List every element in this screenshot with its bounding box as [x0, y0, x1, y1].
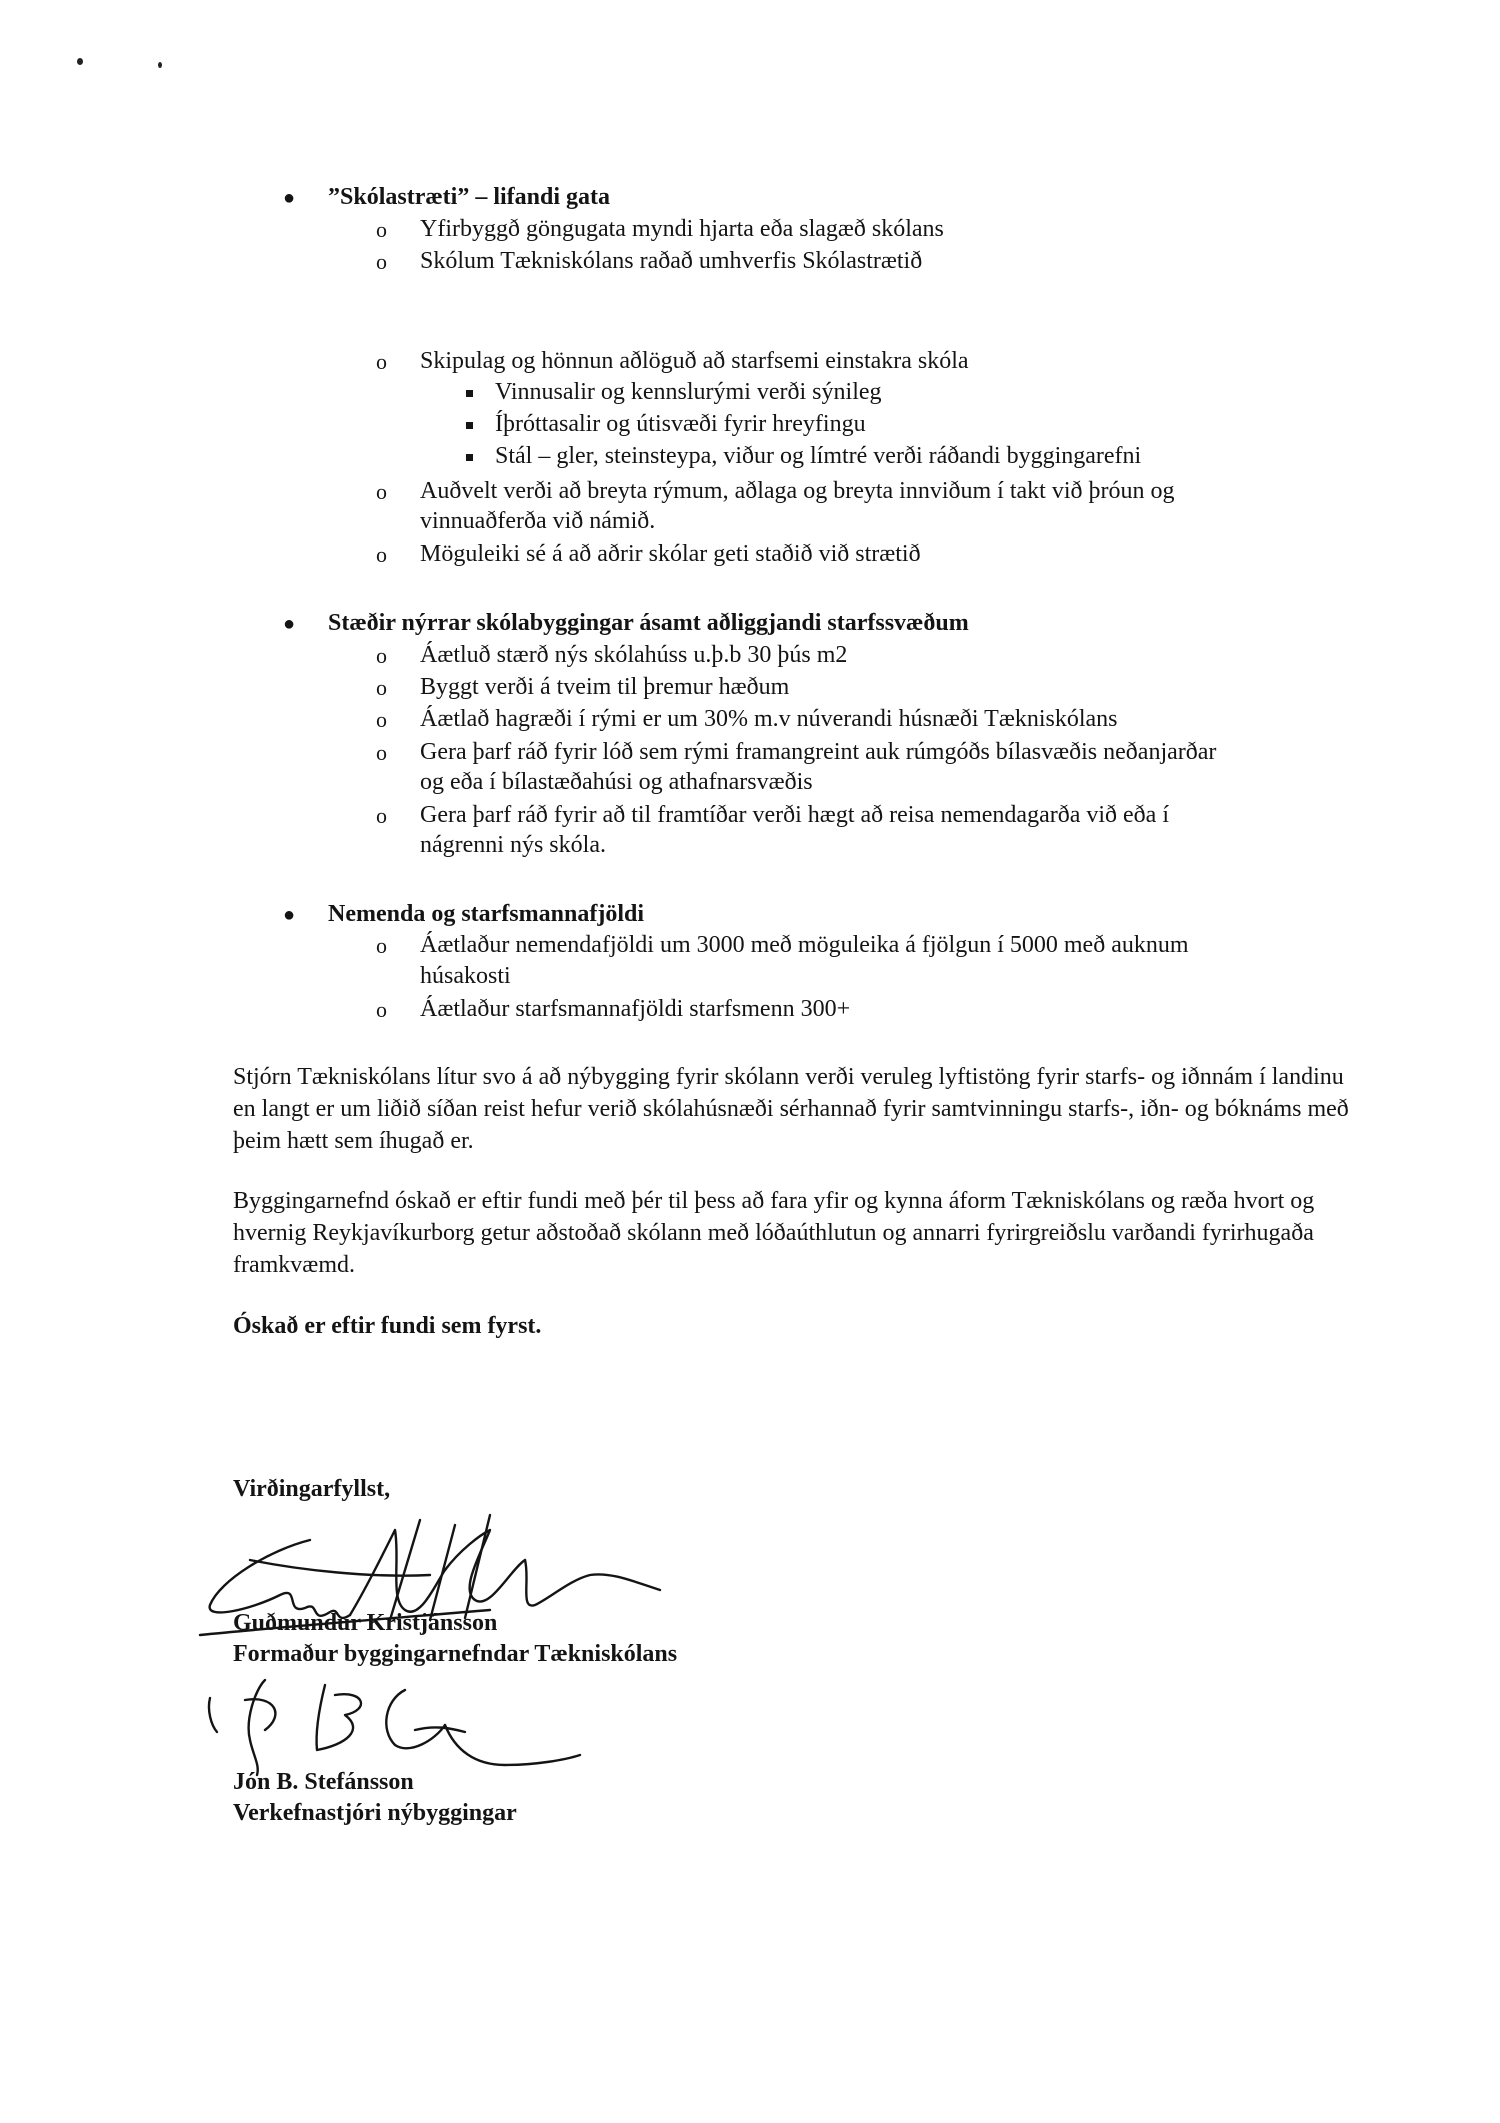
- list-item: Skipulag og hönnun aðlöguð að starfsemi einstakra skóla: [420, 348, 969, 374]
- salutation: Virðingarfyllst,: [233, 1476, 391, 1502]
- list-item: Gera þarf ráð fyrir lóð sem rými framangreint auk rúmgóðs bílasvæðis neðanjarðar: [420, 739, 1217, 765]
- list-item: Möguleiki sé á að aðrir skólar geti staðið við strætið: [420, 541, 921, 567]
- list-item: Yfirbyggð göngugata myndi hjarta eða slagæð skólans: [420, 216, 944, 242]
- list-item-continuation: og eða í bílastæðahúsi og athafnarsvæðis: [420, 769, 813, 795]
- body-paragraph: Byggingarnefnd óskað er eftir fundi með þér til þess að fara yfir og kynna áform Tækniskólans og ræða hvort og hvernig Reykjavíkurborg getur aðstoðað skólann með lóðaúthlutun og annarri fyrirgreiðslu varðandi fyrirhugaða framkvæmd.: [233, 1188, 1315, 1278]
- circle-bullet-icon: o: [376, 933, 387, 958]
- circle-bullet-icon: o: [376, 675, 387, 700]
- circle-bullet-icon: o: [376, 542, 387, 567]
- circle-bullet-icon: o: [376, 707, 387, 732]
- square-bullet-icon: [466, 390, 473, 397]
- list-item-continuation: húsakosti: [420, 963, 511, 989]
- list-item: Áætluð stærð nýs skólahúss u.þ.b 30 þús m2: [420, 642, 848, 668]
- signatory-title: Verkefnastjóri nýbyggingar: [233, 1800, 517, 1826]
- circle-bullet-icon: o: [376, 349, 387, 374]
- scan-speck: [158, 62, 162, 68]
- signatory-name: Jón B. Stefánsson: [233, 1769, 414, 1795]
- circle-bullet-icon: o: [376, 740, 387, 765]
- scan-speck: [77, 58, 83, 65]
- list-item: Áætlað hagræði í rými er um 30% m.v núverandi húsnæði Tækniskólans: [420, 706, 1118, 732]
- circle-bullet-icon: o: [376, 217, 387, 242]
- signatory-name: Guðmundur Kristjánsson: [233, 1610, 498, 1636]
- section-heading: ”Skólastræti” – lifandi gata: [328, 184, 611, 210]
- circle-bullet-icon: o: [376, 249, 387, 274]
- circle-bullet-icon: o: [376, 479, 387, 504]
- list-item: Áætlaður starfsmannafjöldi starfsmenn 300+: [420, 996, 851, 1022]
- bullet-icon: ●: [283, 904, 296, 926]
- square-bullet-icon: [466, 422, 473, 429]
- sub-list-item: Stál – gler, steinsteypa, viður og límtré verði ráðandi byggingarefni: [495, 443, 1142, 469]
- bullet-icon: ●: [283, 613, 296, 635]
- circle-bullet-icon: o: [376, 643, 387, 668]
- list-item: Auðvelt verði að breyta rýmum, aðlaga og breyta innviðum í takt við þróun og: [420, 478, 1175, 504]
- square-bullet-icon: [466, 454, 473, 461]
- signature-2: [205, 1670, 585, 1780]
- closing-request: Óskað er eftir fundi sem fyrst.: [233, 1313, 542, 1339]
- list-item: Byggt verði á tveim til þremur hæðum: [420, 674, 790, 700]
- circle-bullet-icon: o: [376, 997, 387, 1022]
- section-heading: Nemenda og starfsmannafjöldi: [328, 901, 644, 927]
- body-paragraph: Stjórn Tækniskólans lítur svo á að nýbygging fyrir skólann verði veruleg lyftistöng fyrir starfs- og iðnnám í landinu en langt er um liðið síðan reist hefur verið skólahúsnæði sérhannað fyrir samtvinningu starfs-, iðn- og bóknáms með þeim hætt sem íhugað er.: [233, 1064, 1349, 1154]
- section-heading: Stæðir nýrrar skólabyggingar ásamt aðliggjandi starfssvæðum: [328, 610, 969, 636]
- sub-list-item: Íþróttasalir og útisvæði fyrir hreyfingu: [495, 411, 866, 437]
- sub-list-item: Vinnusalir og kennslurými verði sýnileg: [495, 379, 882, 405]
- list-item: Áætlaður nemendafjöldi um 3000 með möguleika á fjölgun í 5000 með auknum: [420, 932, 1189, 958]
- circle-bullet-icon: o: [376, 803, 387, 828]
- list-item-continuation: vinnuaðferða við námið.: [420, 508, 656, 534]
- list-item: Gera þarf ráð fyrir að til framtíðar verði hægt að reisa nemendagarða við eða í: [420, 802, 1170, 828]
- signatory-title: Formaður byggingarnefndar Tækniskólans: [233, 1641, 678, 1667]
- bullet-icon: ●: [283, 187, 296, 209]
- list-item-continuation: nágrenni nýs skóla.: [420, 832, 606, 858]
- list-item: Skólum Tækniskólans raðað umhverfis Skólastrætið: [420, 248, 923, 274]
